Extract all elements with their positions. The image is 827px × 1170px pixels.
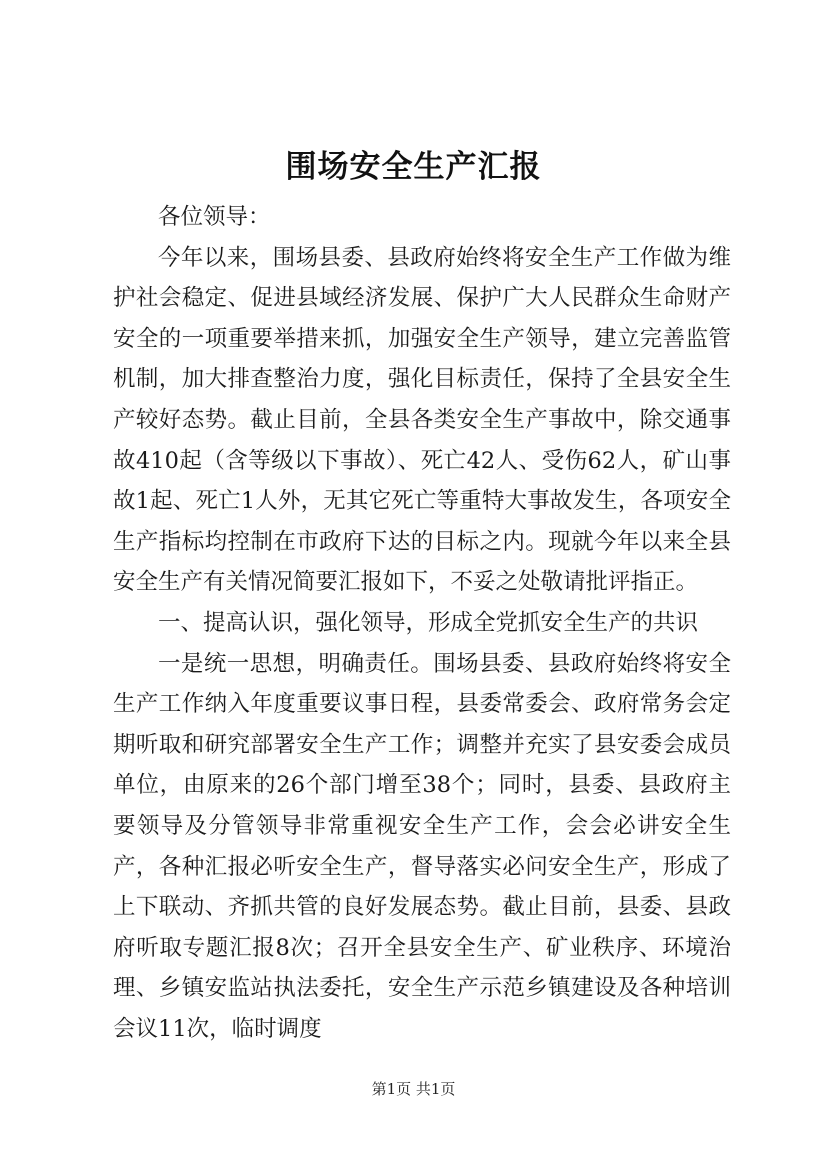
document-body: [113, 197, 731, 1049]
body-paragraph: 一是统一思想，明确责任。围场县委、县政府始终将安全生产工作纳入年度重要议事日程，县委常委会、政府常务会定期听取和研究部署安全生产工作；调整并充实了县安委会成员单位，由原来的26个部门增至38个；同时，县委、县政府主要领导及分管领导非常重视安全生产工作，会会必讲安全生产，各种汇报必听安全生产，督导落实必问安全生产，形成了上下联动、齐抓共管的良好发展态势。截止目前，县委、县政府听取专题汇报8次；召开全县安全生产、矿业秩序、环境治理、乡镇安监站执法委托，安全生产示范乡镇建设及各种培训会议11次，临时调度: [113, 650, 731, 1042]
section-heading: 一、提高认识，强化领导，形成全党抓安全生产的共识: [158, 609, 699, 636]
document-title: 围场安全生产汇报: [285, 149, 542, 185]
salutation-paragraph: 各位领导：: [158, 204, 271, 230]
intro-paragraph: 今年以来，围场县委、县政府始终将安全生产工作做为维护社会稳定、促进县域经济发展、保护广大人民群众生命财产安全的一项重要举措来抓，加强安全生产领导，建立完善监管机制，加大排查整治力度，强化目标责任，保持了全县安全生产较好态势。截止目前，全县各类安全生产事故中，除交通事故410起（含等级以下事故）、死亡42人、受伤62人，矿山事故1起、死亡1人外，无其它死亡等重特大事故发生，各项安全生产指标均控制在市政府下达的目标之内。现就今年以来全县安全生产有关情况简要汇报如下，不妥之处敬请批评指正。: [113, 244, 731, 596]
page-footer: 第1页 共1页: [371, 1080, 456, 1098]
